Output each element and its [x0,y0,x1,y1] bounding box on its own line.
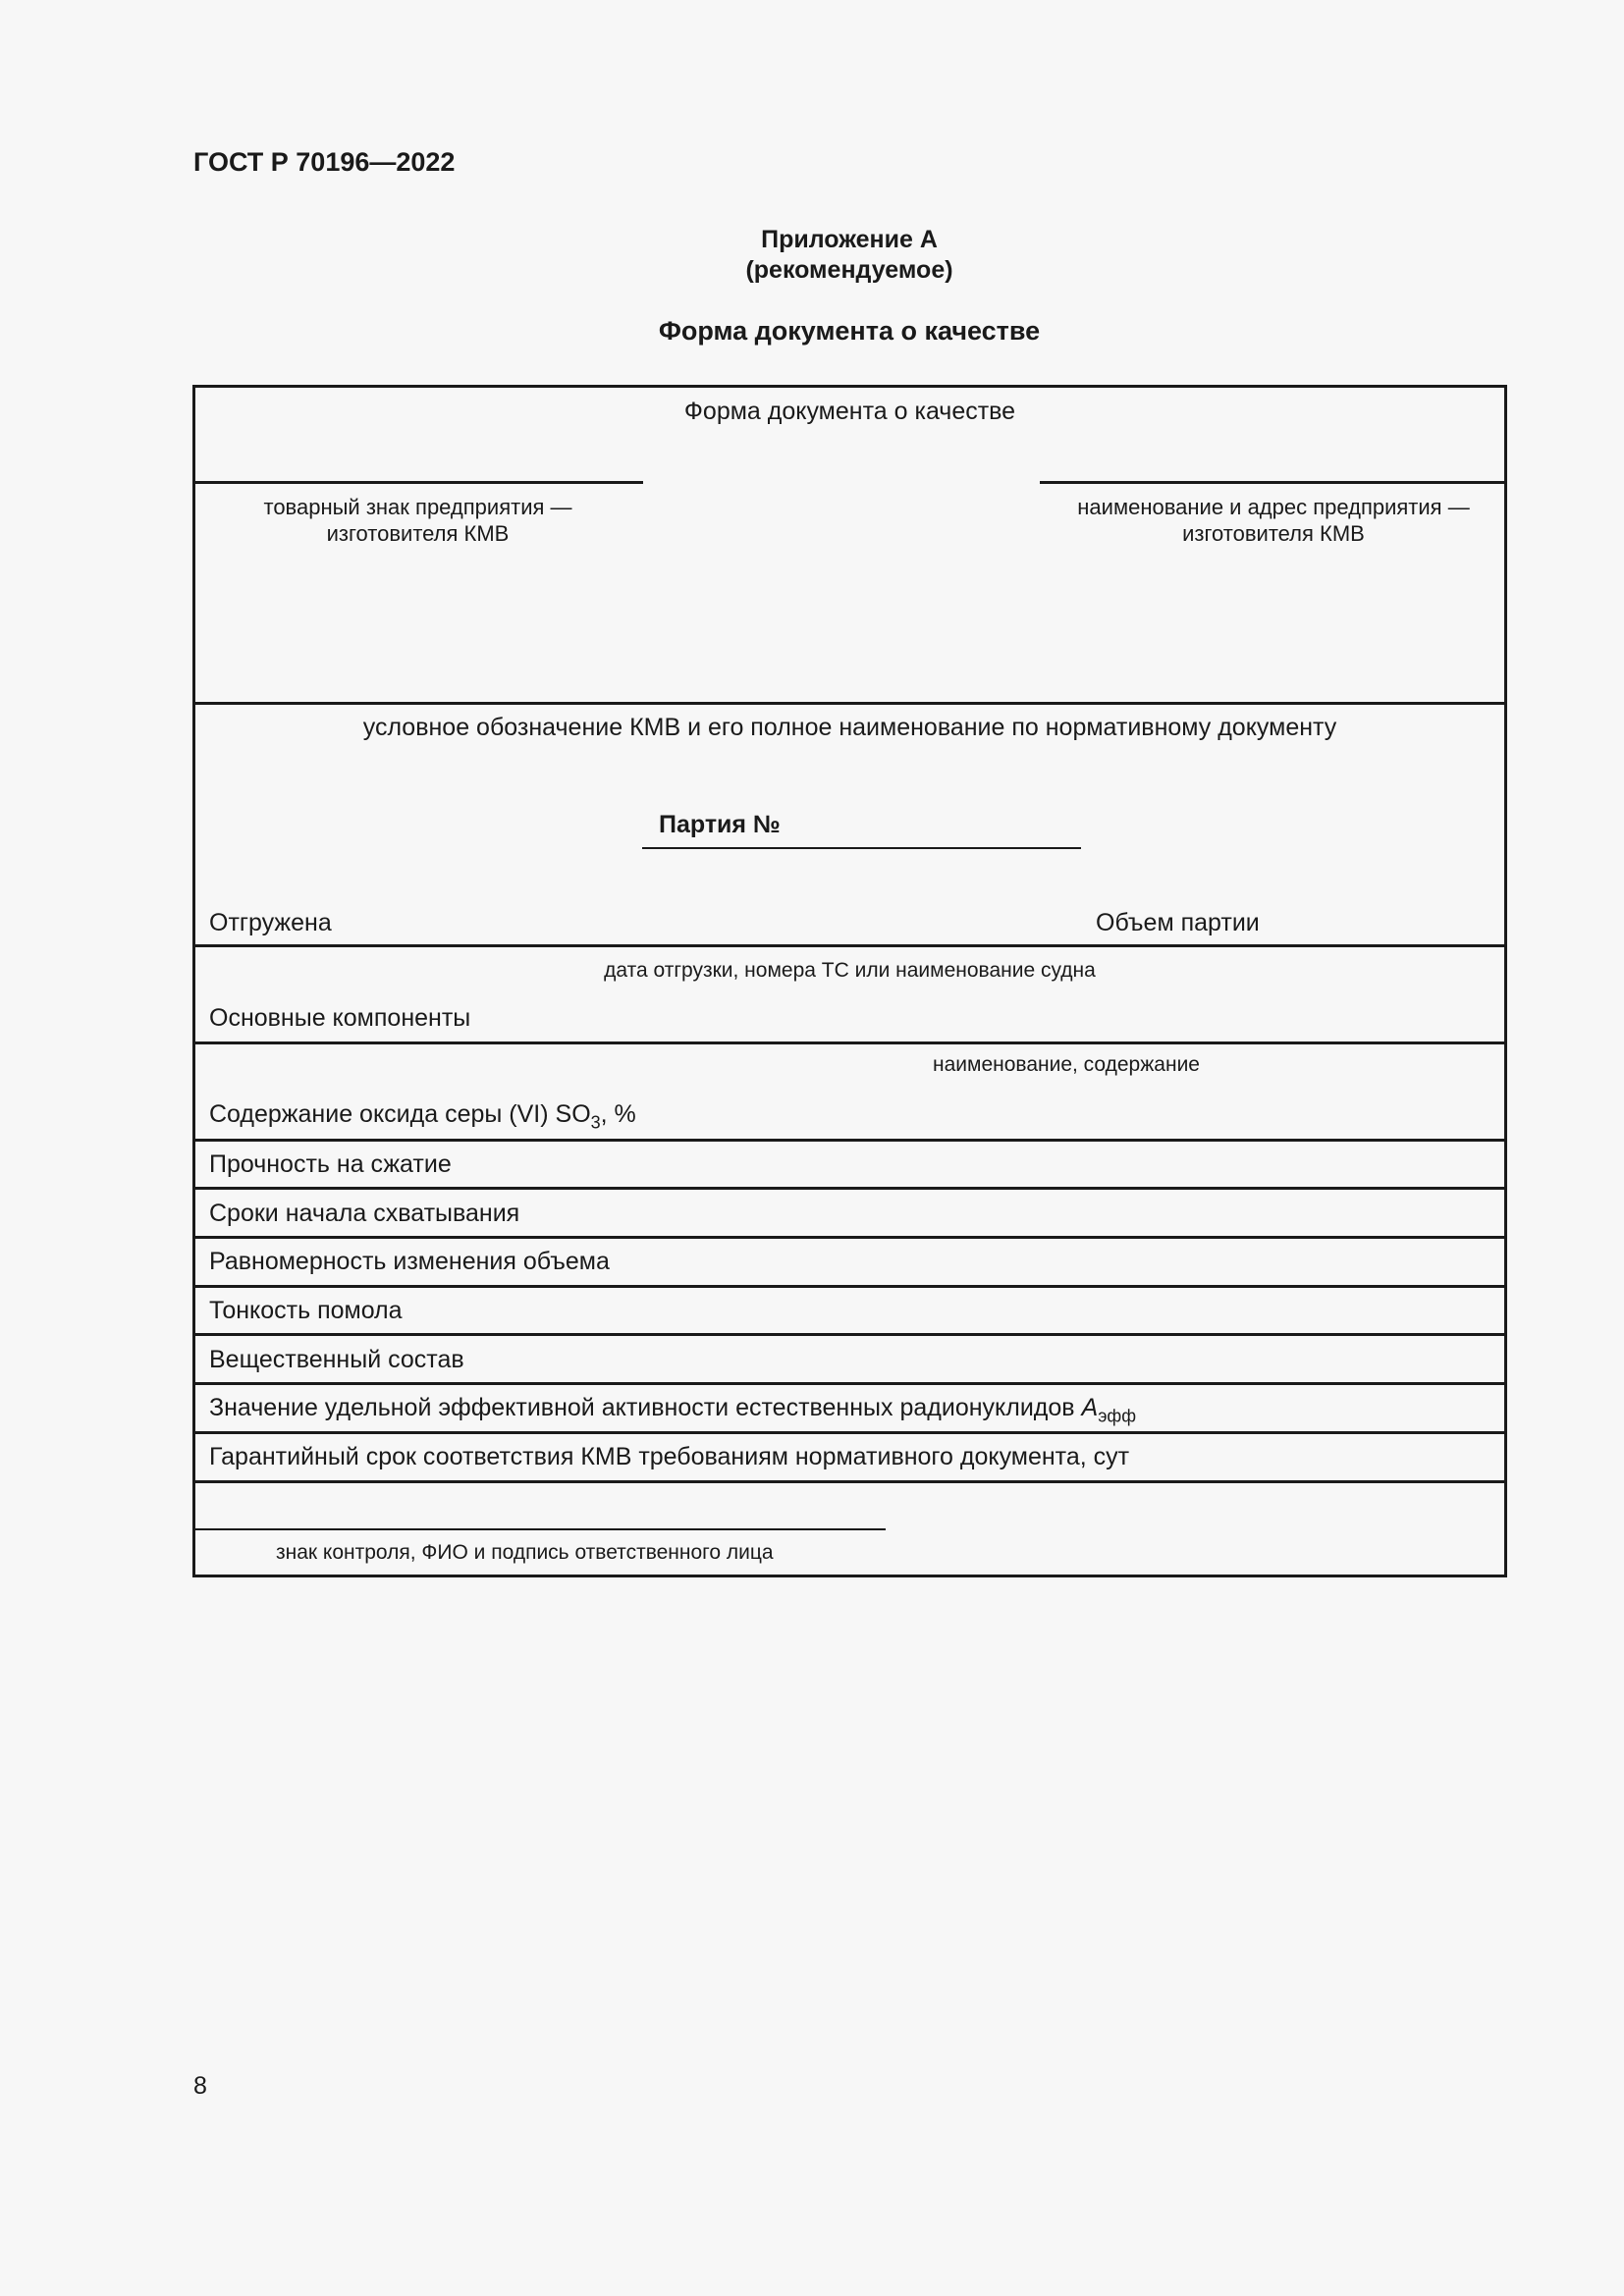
appendix-status: (рекомендуемое) [745,256,953,284]
name-address-caption: изготовителя КМВ [1182,521,1365,546]
row-divider [192,1431,1507,1434]
row-divider [192,1285,1507,1288]
name-address-line [1040,481,1507,484]
section-divider [192,702,1507,705]
row-divider [192,1187,1507,1190]
row-divider [192,944,1507,947]
row-divider [192,1041,1507,1044]
form-row-label: Прочность на сжатие [209,1150,452,1178]
row-divider [192,1480,1507,1483]
batch-volume-label: Объем партии [1096,909,1260,936]
trademark-caption: товарный знак предприятия — [263,495,572,519]
designation-caption: условное обозначение КМВ и его полное наименование по нормативному документу [362,714,1337,741]
appendix-title: Приложение А [761,226,938,253]
standard-code: ГОСТ Р 70196—2022 [193,147,456,177]
trademark-caption: изготовителя КМВ [326,521,510,546]
warranty-label: Гарантийный срок соответствия КМВ требованиям нормативного документа, сут [209,1443,1130,1470]
components-label: Основные компоненты [209,1004,471,1032]
name-address-caption: наименование и адрес предприятия — [1077,495,1470,519]
row-divider [192,1236,1507,1239]
page-title: Форма документа о качестве [658,316,1041,346]
form-row-label: Вещественный состав [209,1346,464,1373]
page-number: 8 [193,2072,207,2100]
row-divider [192,1382,1507,1385]
signature-line [192,1528,886,1530]
row-divider [192,1333,1507,1336]
components-caption: наименование, содержание [933,1053,1200,1076]
shipment-caption: дата отгрузки, номера ТС или наименование судна [604,959,1096,982]
so3-label: Содержание оксида серы (VI) $SO_3$, % [209,1100,636,1133]
batch-number-line [642,847,1081,849]
batch-label: Партия № [659,811,781,838]
shipped-label: Отгружена [209,909,332,936]
form-row-label: Тонкость помола [209,1297,403,1324]
radionuclide-label: Значение удельной эффективной активности естественных радионуклидов $A_{эфф}$ [209,1394,1137,1426]
form-row-label: Сроки начала схватывания [209,1200,520,1227]
signature-caption: знак контроля, ФИО и подпись ответственного лица [276,1541,774,1564]
trademark-line [192,481,643,484]
form-row-label: Равномерность изменения объема [209,1248,610,1275]
form-title: Форма документа о качестве [683,398,1016,425]
row-divider [192,1139,1507,1142]
